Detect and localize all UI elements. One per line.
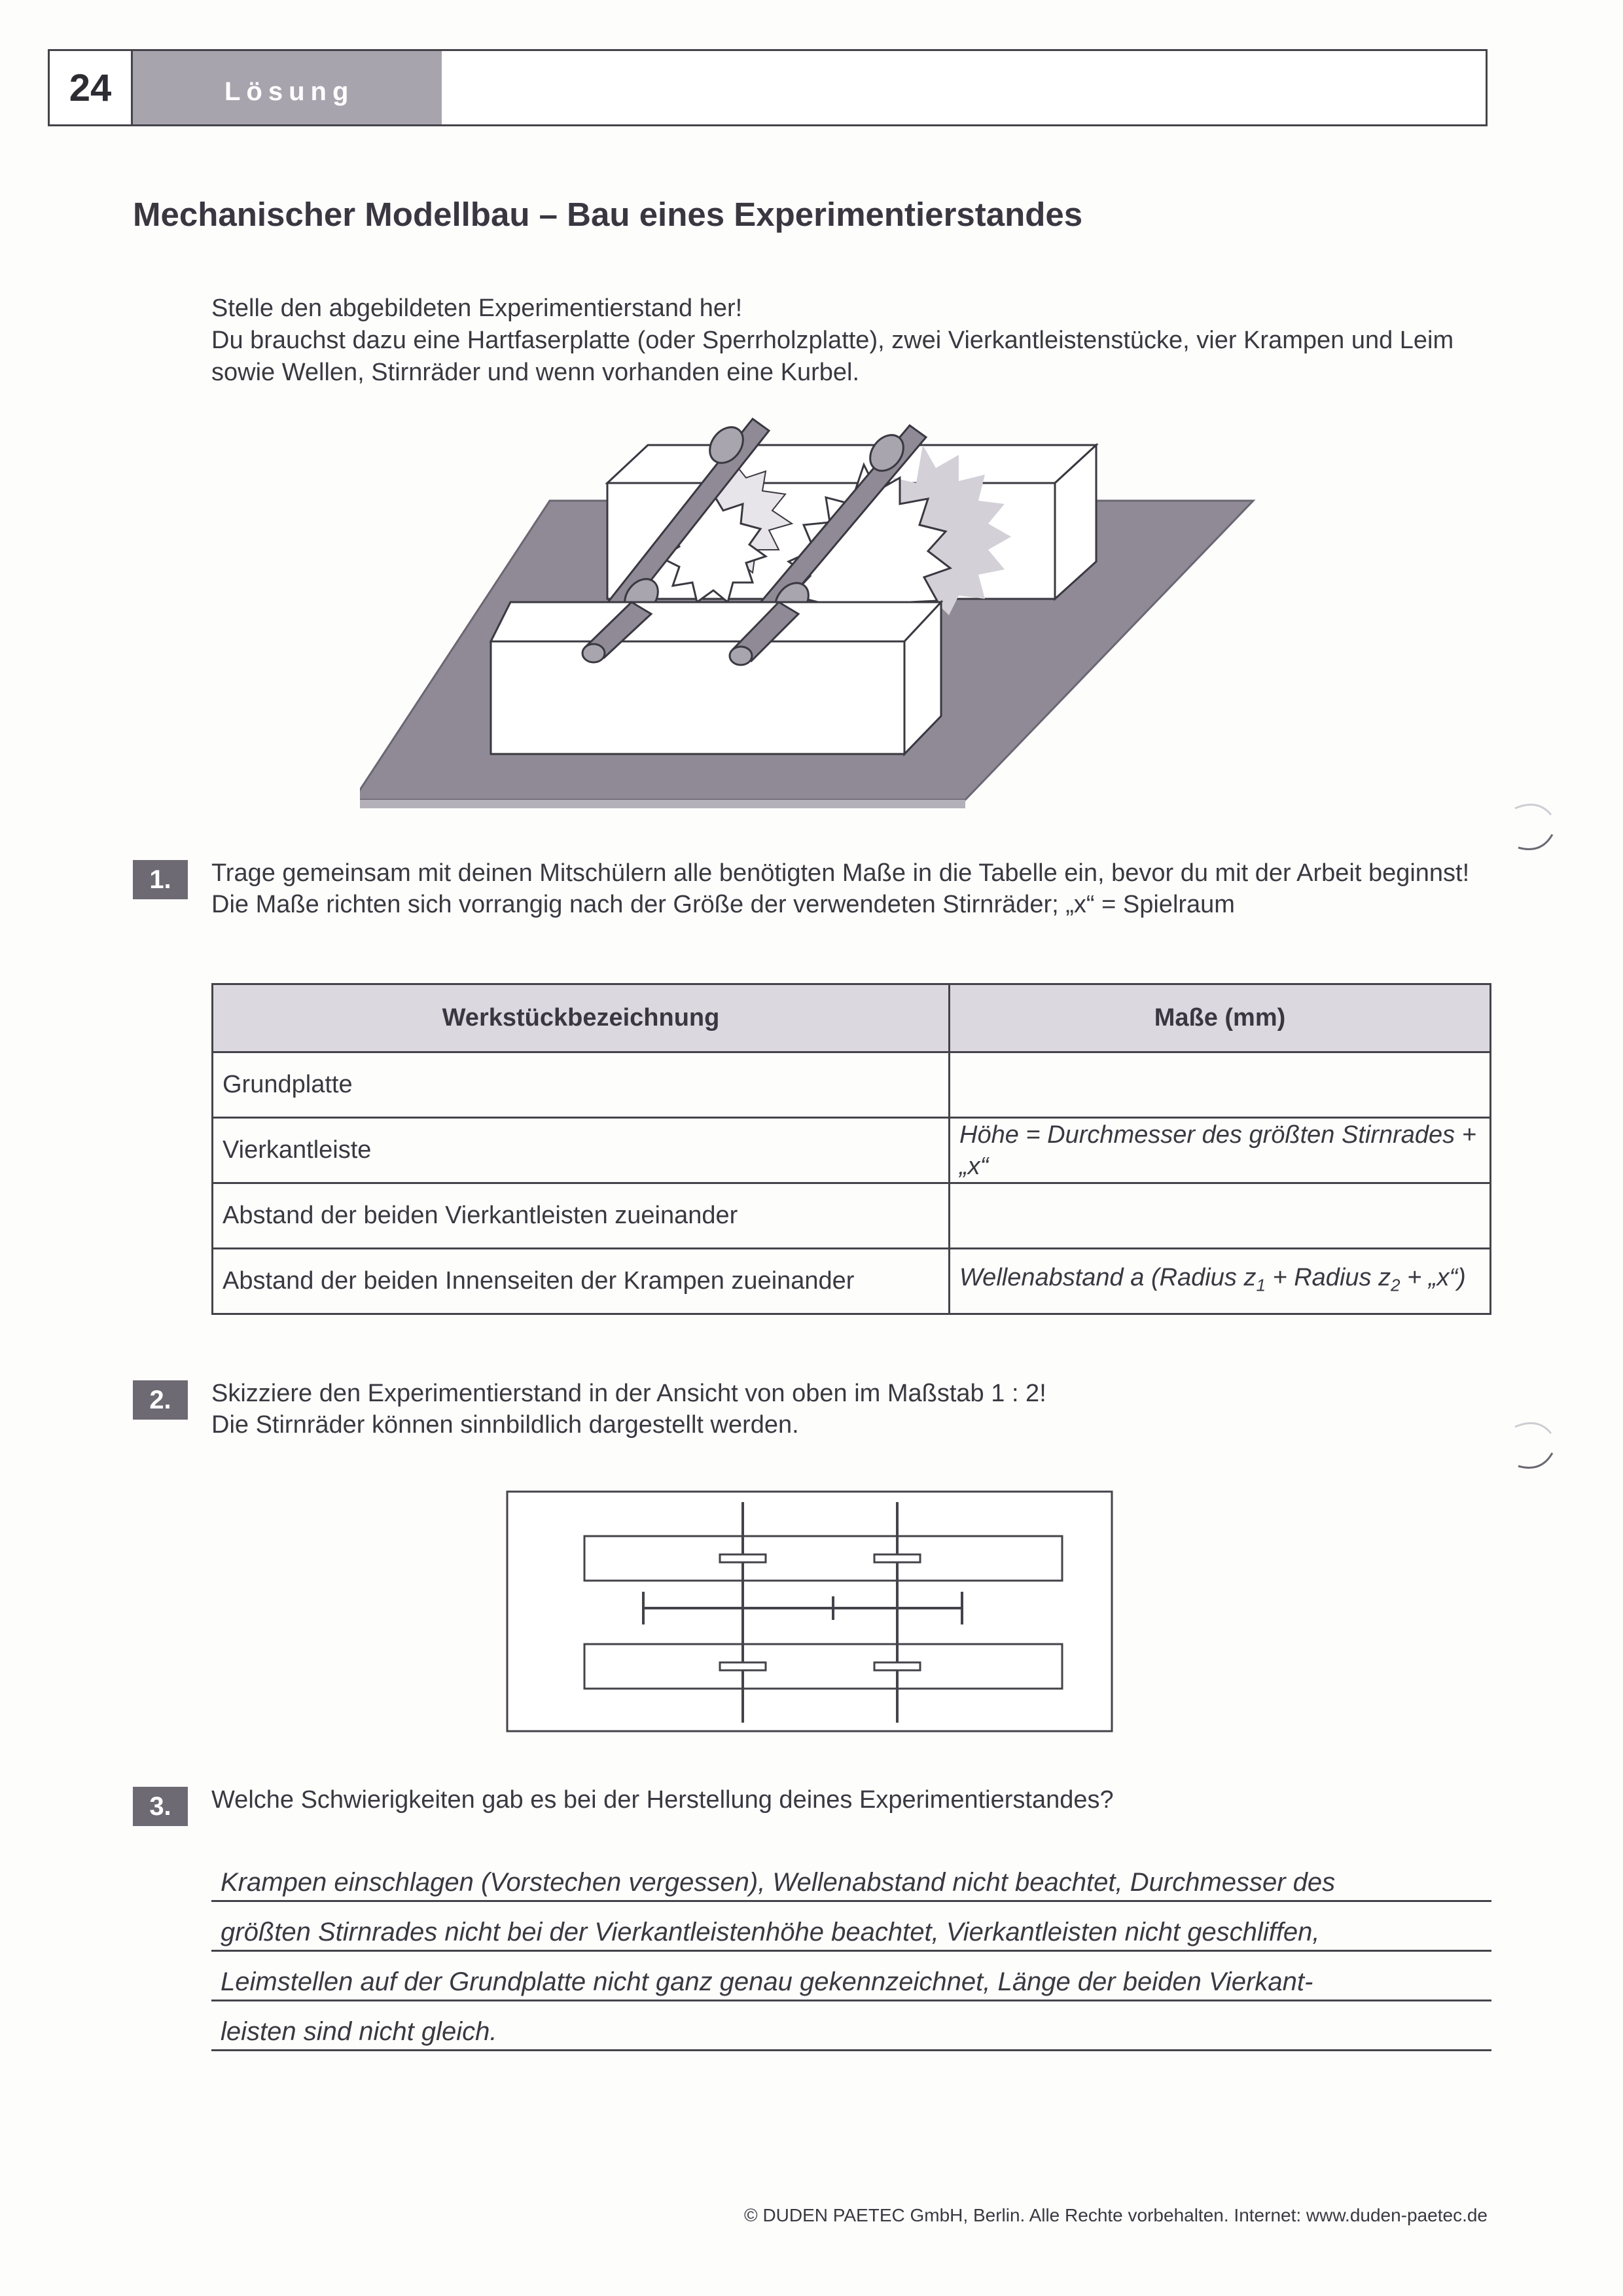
top-view-sketch	[506, 1490, 1115, 1734]
table-row	[213, 1183, 1491, 1249]
formula-subscript: 1	[1256, 1275, 1266, 1295]
task-3	[133, 1784, 1481, 1830]
formula-subscript: 2	[1391, 1275, 1400, 1295]
column-header: Maße (mm)	[950, 984, 1491, 1052]
sketch-frame	[507, 1492, 1112, 1731]
answer-line[interactable]: größten Stirnrades nicht bei der Vierkantleistenhöhe beachtet, Vierkantleisten nicht geschliffen,	[211, 1902, 1491, 1952]
table-cell-input[interactable]	[950, 1052, 1491, 1118]
table-cell-input[interactable]: Höhe = Durchmesser des größten Stirnrades + „x“	[950, 1118, 1491, 1183]
back-bar-top	[607, 445, 1096, 483]
intro-text	[211, 293, 1474, 389]
experiment-stand-illustration	[360, 406, 1263, 812]
task-2-line-1: Skizziere den Experimentierstand in der Ansicht von oben im Maßstab 1 : 2!	[211, 1380, 1046, 1407]
table-header-row	[213, 984, 1491, 1052]
formula-part: + Radius z	[1265, 1263, 1391, 1291]
task-1	[133, 857, 1481, 949]
punch-hole-mark	[1512, 802, 1558, 854]
intro-line-1: Stelle den abgebildeten Experimentierstand her!	[211, 295, 743, 322]
table-cell: Abstand der beiden Innenseiten der Krampen zueinander	[213, 1249, 950, 1314]
sketch-clamp	[874, 1662, 920, 1670]
intro-line-2: Du brauchst dazu eine Hartfaserplatte (oder Sperrholzplatte), zwei Vierkantleistenstücke, vier Krampen und Leim sowie Wellen, Stirnräder und wenn vorhanden eine Kurbel.	[211, 327, 1454, 386]
table-row	[213, 1118, 1491, 1183]
front-bar-front	[491, 641, 904, 754]
table-cell-input[interactable]	[950, 1249, 1491, 1314]
answer-line[interactable]: Krampen einschlagen (Vorstechen vergessen), Wellenabstand nicht beachtet, Durchmesser des	[211, 1852, 1491, 1902]
task-3-line-1: Welche Schwierigkeiten gab es bei der Herstellung deines Experimentierstandes?	[211, 1786, 1114, 1814]
answer-line[interactable]: leisten sind nicht gleich.	[211, 2001, 1491, 2051]
task-text	[211, 1378, 1481, 1441]
page-header	[48, 49, 1488, 126]
punch-hole-mark	[1512, 1420, 1558, 1473]
copyright-footer: © DUDEN PAETEC GmbH, Berlin. Alle Rechte vorbehalten. Internet: www.duden-paetec.de	[744, 2205, 1488, 2225]
task-1-line-1: Trage gemeinsam mit deinen Mitschülern alle benötigten Maße in die Tabelle ein, bevor du mit der Arbeit beginnst!	[211, 859, 1470, 887]
task-2	[133, 1378, 1481, 1450]
task-number: 2.	[133, 1380, 188, 1420]
sketch-clamp	[720, 1554, 766, 1562]
task-text	[211, 857, 1481, 920]
page-title: Mechanischer Modellbau – Bau eines Experimentierstandes	[133, 196, 1083, 233]
table-cell: Grundplatte	[213, 1052, 950, 1118]
page-number: 24	[50, 51, 133, 124]
table-cell: Vierkantleiste	[213, 1118, 950, 1183]
answer-line[interactable]: Leimstellen auf der Grundplatte nicht ganz genau gekennzeichnet, Länge der beiden Vierkant-	[211, 1952, 1491, 2001]
sketch-clamp	[720, 1662, 766, 1670]
task-text	[211, 1784, 1481, 1816]
column-header: Werkstückbezeichnung	[213, 984, 950, 1052]
task-1-line-2: Die Maße richten sich vorrangig nach der Größe der verwendeten Stirnräder; „x“ = Spielraum	[211, 891, 1235, 918]
sketch-bar-bottom	[584, 1644, 1062, 1689]
task-number: 3.	[133, 1787, 188, 1826]
task-2-line-2: Die Stirnräder können sinnbildlich dargestellt werden.	[211, 1411, 799, 1439]
sketch-bar-top	[584, 1536, 1062, 1581]
task-number: 1.	[133, 860, 188, 899]
table-cell-input[interactable]	[950, 1183, 1491, 1249]
sketch-clamp	[874, 1554, 920, 1562]
table-row	[213, 1052, 1491, 1118]
front-bar-top	[491, 602, 941, 641]
formula-part: + „x“)	[1400, 1263, 1466, 1291]
formula-part: Wellenabstand a (Radius z	[959, 1263, 1257, 1291]
table-row	[213, 1249, 1491, 1314]
dimensions-table	[211, 983, 1491, 1315]
answer-area[interactable]	[211, 1852, 1491, 2051]
table-cell: Abstand der beiden Vierkantleisten zueinander	[213, 1183, 950, 1249]
section-label: Lösung	[133, 51, 442, 124]
